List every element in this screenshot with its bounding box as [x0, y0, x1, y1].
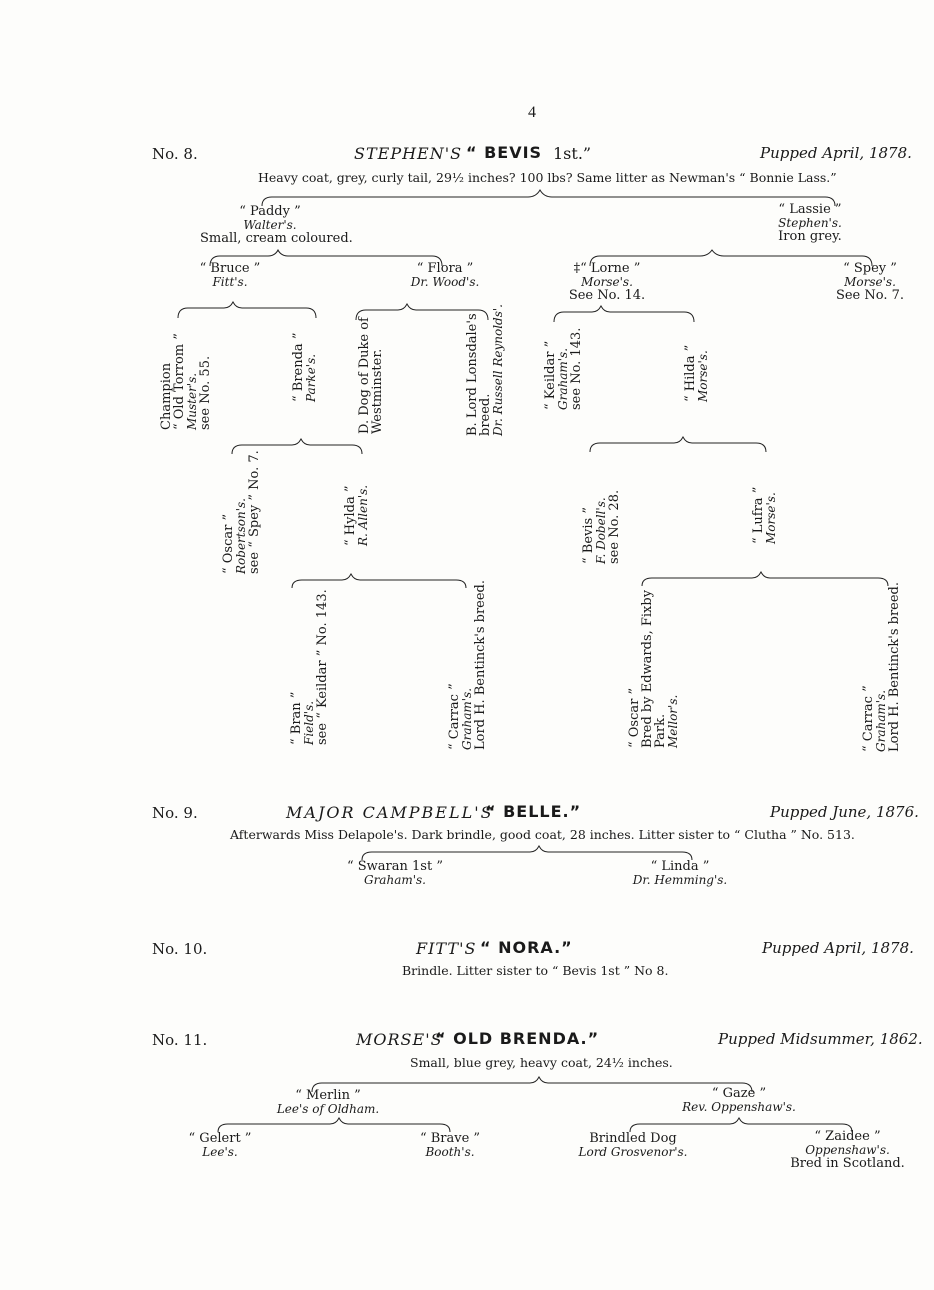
ancestor-oscar	[222, 450, 261, 574]
ancestor-keildar	[544, 328, 583, 410]
pedigree-sire-dam	[410, 1132, 490, 1159]
line: Park.	[653, 713, 668, 748]
line: “ Oscar ”	[221, 513, 236, 574]
line: Graham's.	[556, 347, 570, 410]
name: “ Gaze ”	[711, 1086, 767, 1101]
owner: Lee's.	[202, 1145, 238, 1159]
ancestor-brenda	[292, 333, 318, 402]
line: Lord H. Bentinck's breed.	[473, 579, 488, 750]
name: “ Zaidee ”	[814, 1129, 881, 1144]
pedigree-dam-sire	[562, 262, 652, 303]
dam-name: “ Lassie ”	[778, 202, 842, 217]
line: “ Carrac ”	[447, 683, 462, 750]
owner-name: MORSE'S	[356, 1030, 443, 1049]
line: “ Lufra ”	[751, 486, 766, 544]
dog-name: “ OLD BRENDA.”	[435, 1029, 600, 1048]
dog-description: Brindle. Litter sister to “ Bevis 1st ” No 8.	[402, 963, 669, 978]
ancestor-hylda	[344, 485, 370, 546]
pedigree-dam-sire	[578, 1132, 688, 1159]
pedigree-dam-dam	[790, 1130, 905, 1171]
line: Bred by Edwards, Fixby	[640, 589, 655, 748]
sire-name: “ Paddy ”	[239, 204, 301, 219]
line: see No. 55.	[198, 355, 213, 430]
pedigree-dam	[625, 860, 735, 887]
owner: Lee's of Oldham.	[276, 1102, 380, 1116]
line: Champion	[159, 362, 174, 430]
line: “ Hilda ”	[683, 344, 698, 402]
pupped-date: Pupped April, 1878.	[760, 144, 912, 162]
ancestor-carrac-2	[862, 582, 901, 752]
line: “ Oscar ”	[627, 687, 642, 748]
ancestor-bevis	[582, 490, 621, 564]
pedigree-dam	[674, 1087, 804, 1114]
owner: Dr. Hemming's.	[632, 873, 728, 887]
dog-description: Small, blue grey, heavy coat, 24½ inches.	[410, 1055, 673, 1070]
dog-name-suffix: 1st.”	[553, 144, 592, 163]
entry-number: No. 10.	[152, 940, 208, 958]
line: Dr. Russell Reynolds'.	[491, 304, 505, 436]
pupped-date: Pupped Midsummer, 1862.	[718, 1030, 923, 1048]
line: Field's.	[302, 700, 316, 745]
pedigree-dam-dam	[830, 262, 910, 303]
line: D. Dog of Duke of	[357, 317, 372, 434]
pupped-date: Pupped April, 1878.	[762, 939, 914, 957]
owner: Morse's.	[844, 275, 896, 289]
name: “ Gelert ”	[188, 1131, 252, 1146]
line: “ Old Torrom ”	[172, 333, 187, 430]
name: “ Swaran 1st ”	[347, 859, 443, 874]
pedigree-dam	[770, 203, 850, 244]
dam-owner: Stephen's.	[778, 216, 842, 230]
dog-description: Afterwards Miss Delapole's. Dark brindle, good coat, 28 inches. Litter sister to “ Clutha ” No. 513.	[230, 827, 855, 842]
line: Graham's.	[460, 687, 474, 750]
line: Lord H. Bentinck's breed.	[887, 581, 902, 752]
dog-description: Heavy coat, grey, curly tail, 29½ inches? 100 lbs? Same litter as Newman's “ Bonnie Lass.”	[258, 170, 837, 185]
note: See No. 14.	[568, 288, 646, 303]
dog-name: “ BELLE.”	[485, 802, 582, 821]
line: Muster's.	[185, 372, 199, 430]
pedigree-sire	[268, 1089, 388, 1116]
sire-note: Small, cream coloured.	[200, 231, 353, 246]
ancestor-oscar-fixby	[628, 590, 680, 748]
name: “ Merlin ”	[295, 1088, 361, 1103]
name: “ Spey ”	[843, 261, 897, 276]
ancestor-b-lonsdale	[466, 304, 505, 436]
owner: Fitt's.	[212, 275, 248, 289]
owner: Graham's.	[363, 873, 426, 887]
line: breed.	[478, 393, 493, 436]
owner-name: MAJOR CAMPBELL'S	[286, 803, 494, 822]
line: “ Bran ”	[289, 691, 304, 745]
pedigree-sire	[340, 860, 450, 887]
line: Morse's.	[696, 350, 710, 402]
dam-note: Iron grey.	[778, 229, 842, 244]
double-dagger-mark: ‡	[573, 261, 581, 276]
line: see No. 143.	[569, 327, 584, 410]
line: see “ Spey ” No. 7.	[247, 450, 262, 574]
line: “ Bevis ”	[581, 507, 596, 564]
entry-number: No. 8.	[152, 145, 198, 163]
entry-number: No. 9.	[152, 804, 198, 822]
sire-owner: Walter's.	[243, 218, 297, 232]
entry-number: No. 11.	[152, 1031, 208, 1049]
name: “ Lorne ”	[580, 261, 641, 276]
ancestor-hilda	[684, 345, 710, 402]
line: Graham's.	[874, 689, 888, 752]
page-number: 4	[528, 104, 536, 121]
line: “ Carrac ”	[861, 685, 876, 752]
ancestor-bran	[290, 589, 329, 745]
owner: Dr. Wood's.	[410, 275, 480, 289]
dog-name: “ BEVIS	[466, 143, 543, 162]
ancestor-d-dog	[358, 317, 384, 434]
line: F. Dobell's.	[594, 497, 608, 564]
owner: Morse's.	[581, 275, 633, 289]
name: “ Linda ”	[650, 859, 710, 874]
owner: Rev. Oppenshaw's.	[682, 1100, 796, 1114]
line: “ Hylda ”	[343, 485, 358, 546]
line: B. Lord Lonsdale's	[465, 313, 480, 436]
line: Robertson's.	[234, 498, 248, 574]
owner-name: STEPHEN'S	[354, 144, 463, 163]
line: see “ Keildar ” No. 143.	[315, 589, 330, 745]
pedigree-sire	[200, 204, 353, 246]
line: Parke's.	[304, 353, 318, 402]
ancestor-old-torrom	[160, 333, 212, 430]
line: see No. 28.	[607, 489, 622, 564]
pedigree-sire-dam	[405, 262, 485, 289]
owner: Lord Grosvenor's.	[578, 1145, 688, 1159]
note: Bred in Scotland.	[790, 1156, 905, 1171]
line: Westminster.	[370, 348, 385, 434]
name: “ Bruce ”	[199, 261, 261, 276]
owner: Booth's.	[425, 1145, 475, 1159]
line: Morse's.	[764, 492, 778, 544]
pedigree-sire-sire	[195, 262, 265, 289]
pupped-date: Pupped June, 1876.	[770, 803, 919, 821]
line: “ Keildar ”	[543, 340, 558, 410]
dog-name: “ NORA.”	[480, 938, 573, 957]
note: See No. 7.	[835, 288, 905, 303]
name: Brindled Dog	[589, 1131, 677, 1146]
ancestor-carrac-1	[448, 580, 487, 750]
owner: Oppenshaw's.	[805, 1143, 890, 1157]
line: R. Allen's.	[356, 484, 370, 546]
pedigree-sire-sire	[180, 1132, 260, 1159]
ancestor-lufra	[752, 487, 778, 544]
line: Mellor's.	[666, 694, 680, 748]
line: “ Brenda ”	[291, 332, 306, 402]
name: “ Flora ”	[416, 261, 474, 276]
owner-name: FITT'S	[416, 939, 477, 958]
name: “ Brave ”	[419, 1131, 481, 1146]
